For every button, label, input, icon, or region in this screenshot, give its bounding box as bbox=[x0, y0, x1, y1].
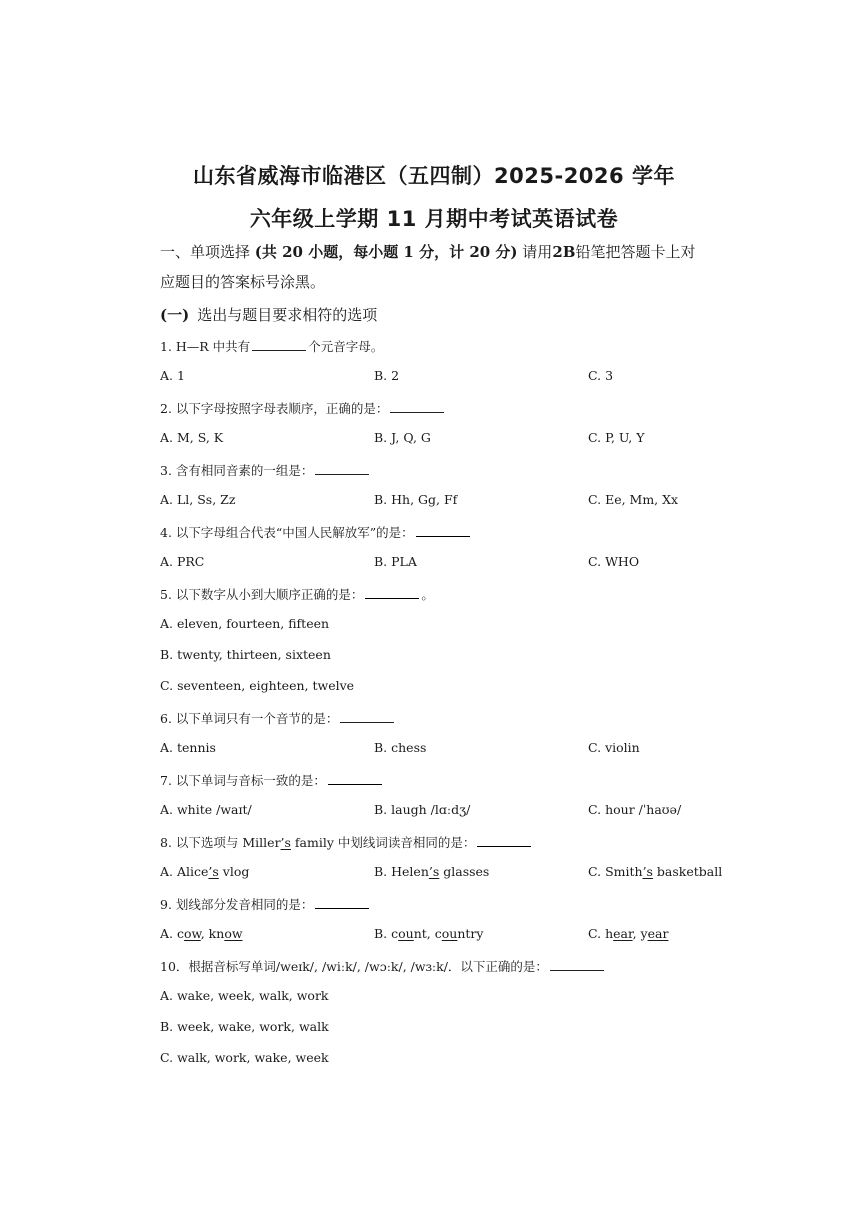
answer-blank[interactable] bbox=[328, 783, 382, 785]
question-4 bbox=[160, 523, 472, 541]
underlined-part: ow bbox=[224, 926, 243, 941]
underlined-part: ’s bbox=[428, 864, 440, 879]
answer-blank[interactable] bbox=[315, 473, 369, 475]
option-c[interactable]: C. seventeen, eighteen, twelve bbox=[160, 678, 355, 693]
underlined-part: ear bbox=[647, 926, 669, 941]
underlined-part: ’s bbox=[642, 864, 653, 879]
option-b[interactable]: B. laugh /lɑːdʒ/ bbox=[374, 802, 471, 817]
question-3-options bbox=[0, 492, 868, 512]
underlined-part: ’s bbox=[280, 835, 291, 850]
pencil-type: 2B bbox=[552, 243, 576, 261]
question-7 bbox=[160, 771, 384, 789]
question-10-option-a-row bbox=[0, 988, 868, 1008]
section-instruction-end: 铅笔把答题卡上对 bbox=[575, 243, 696, 261]
option-a[interactable]: A. PRC bbox=[160, 554, 205, 569]
question-stem: 10．根据音标写单词/weɪk/, /wiːk/, /wɔːk/, /wɜːk/．以下正确的是： bbox=[160, 959, 548, 974]
option-a[interactable] bbox=[160, 864, 249, 879]
underlined-part: ou bbox=[398, 926, 414, 941]
section-number: 一、单项选择 bbox=[160, 243, 251, 261]
option-text: B. c bbox=[374, 926, 399, 941]
option-b[interactable]: B. week, wake, work, walk bbox=[160, 1019, 329, 1034]
question-stem: 5. 以下数字从小到大顺序正确的是： bbox=[160, 587, 364, 602]
question-1 bbox=[160, 337, 383, 355]
option-a[interactable]: A. M, S, K bbox=[160, 430, 224, 445]
underlined-part: ’s bbox=[208, 864, 219, 879]
question-stem-end: 。 bbox=[421, 587, 434, 602]
answer-blank[interactable] bbox=[252, 349, 306, 351]
question-9-options bbox=[0, 926, 868, 946]
subsection-heading bbox=[160, 304, 377, 325]
option-text-end: glasses bbox=[439, 864, 490, 879]
option-text-end: basketball bbox=[652, 864, 723, 879]
option-c[interactable]: C. violin bbox=[588, 740, 640, 755]
option-text-mid: , y bbox=[632, 926, 648, 941]
underlined-part: ear bbox=[613, 926, 633, 941]
option-b[interactable]: B. PLA bbox=[374, 554, 417, 569]
option-c[interactable]: C. P, U, Y bbox=[588, 430, 645, 445]
answer-blank[interactable] bbox=[315, 907, 369, 909]
option-c[interactable]: C. walk, work, wake, week bbox=[160, 1050, 329, 1065]
question-6-options bbox=[0, 740, 868, 760]
question-stem: 7. 以下单词与音标一致的是： bbox=[160, 773, 326, 788]
answer-blank[interactable] bbox=[477, 845, 531, 847]
option-text: B. Helen bbox=[374, 864, 429, 879]
question-5-option-b-row bbox=[0, 647, 868, 667]
section-heading-line-2: 应题目的答案标号涂黑。 bbox=[160, 273, 326, 291]
question-stem-end: family 中划线词读音相同的是： bbox=[290, 835, 476, 850]
answer-blank[interactable] bbox=[550, 969, 604, 971]
answer-blank[interactable] bbox=[365, 597, 419, 599]
question-5 bbox=[160, 585, 434, 603]
question-5-option-a-row bbox=[0, 616, 868, 636]
question-5-option-c-row bbox=[0, 678, 868, 698]
underlined-part: ow bbox=[183, 926, 201, 941]
question-2 bbox=[160, 399, 446, 417]
subsection-title: 选出与题目要求相符的选项 bbox=[197, 306, 378, 324]
question-8 bbox=[160, 833, 533, 851]
subsection-number: (一) bbox=[160, 306, 190, 324]
exam-title-line-1: 山东省威海市临港区（五四制）2025-2026 学年 bbox=[193, 164, 675, 188]
section-score-note: (共 20 小题，每小题 1 分，计 20 分) bbox=[254, 243, 518, 261]
section-heading bbox=[160, 237, 720, 267]
question-4-options bbox=[0, 554, 868, 574]
question-1-options bbox=[0, 368, 868, 388]
question-2-options bbox=[0, 430, 868, 450]
option-b[interactable]: B. 2 bbox=[374, 368, 400, 383]
option-text: C. Smith bbox=[588, 864, 643, 879]
option-a[interactable]: A. wake, week, walk, work bbox=[160, 988, 329, 1003]
option-c[interactable]: C. Ee, Mm, Xx bbox=[588, 492, 679, 507]
option-b[interactable] bbox=[374, 864, 489, 879]
question-stem: 6. 以下单词只有一个音节的是： bbox=[160, 711, 339, 726]
option-a[interactable]: A. 1 bbox=[160, 368, 185, 383]
question-stem: 3. 含有相同音素的一组是： bbox=[160, 463, 314, 478]
question-9 bbox=[160, 895, 371, 913]
section-instruction-part: 请用 bbox=[522, 243, 553, 261]
option-b[interactable]: B. J, Q, G bbox=[374, 430, 431, 445]
option-a[interactable]: A. tennis bbox=[160, 740, 216, 755]
option-text-mid: , kn bbox=[200, 926, 225, 941]
option-a[interactable] bbox=[160, 926, 243, 941]
option-a[interactable]: A. eleven, fourteen, fifteen bbox=[160, 616, 330, 631]
question-10 bbox=[160, 957, 606, 975]
option-c[interactable] bbox=[588, 926, 668, 941]
option-b[interactable]: B. Hh, Gg, Ff bbox=[374, 492, 458, 507]
exam-title-line-2: 六年级上学期 11 月期中考试英语试卷 bbox=[249, 207, 619, 231]
option-a[interactable]: A. white /waɪt/ bbox=[160, 802, 252, 817]
option-c[interactable]: C. 3 bbox=[588, 368, 614, 383]
option-b[interactable]: B. twenty, thirteen, sixteen bbox=[160, 647, 331, 662]
question-3 bbox=[160, 461, 371, 479]
underlined-part: ou bbox=[441, 926, 458, 941]
answer-blank[interactable] bbox=[340, 721, 394, 723]
option-b[interactable] bbox=[374, 926, 483, 941]
question-stem: 9. 划线部分发音相同的是： bbox=[160, 897, 314, 912]
question-stem: 1. H—R 中共有 bbox=[160, 339, 251, 354]
option-text-end: vlog bbox=[218, 864, 250, 879]
question-7-options bbox=[0, 802, 868, 822]
question-10-option-b-row bbox=[0, 1019, 868, 1039]
answer-blank[interactable] bbox=[390, 411, 444, 413]
question-stem-end: 个元音字母。 bbox=[308, 339, 384, 354]
question-stem: 8. 以下选项与 Miller bbox=[160, 835, 281, 850]
question-stem: 4. 以下字母组合代表“中国人民解放军”的是： bbox=[160, 525, 414, 540]
option-c[interactable]: C. WHO bbox=[588, 554, 640, 569]
answer-blank[interactable] bbox=[416, 535, 470, 537]
option-c[interactable] bbox=[588, 864, 722, 879]
option-text: A. c bbox=[160, 926, 184, 941]
option-text: A. Alice bbox=[160, 864, 209, 879]
question-10-option-c-row bbox=[0, 1050, 868, 1070]
question-8-options bbox=[0, 864, 868, 884]
option-b[interactable]: B. chess bbox=[374, 740, 427, 755]
option-text-end: ntry bbox=[457, 926, 484, 941]
option-c[interactable]: C. hour /ˈhaʊə/ bbox=[588, 802, 682, 817]
option-a[interactable]: A. Ll, Ss, Zz bbox=[160, 492, 236, 507]
question-6 bbox=[160, 709, 396, 727]
option-text: C. h bbox=[588, 926, 614, 941]
question-stem: 2. 以下字母按照字母表顺序，正确的是： bbox=[160, 401, 389, 416]
option-text-mid: nt, c bbox=[413, 926, 442, 941]
